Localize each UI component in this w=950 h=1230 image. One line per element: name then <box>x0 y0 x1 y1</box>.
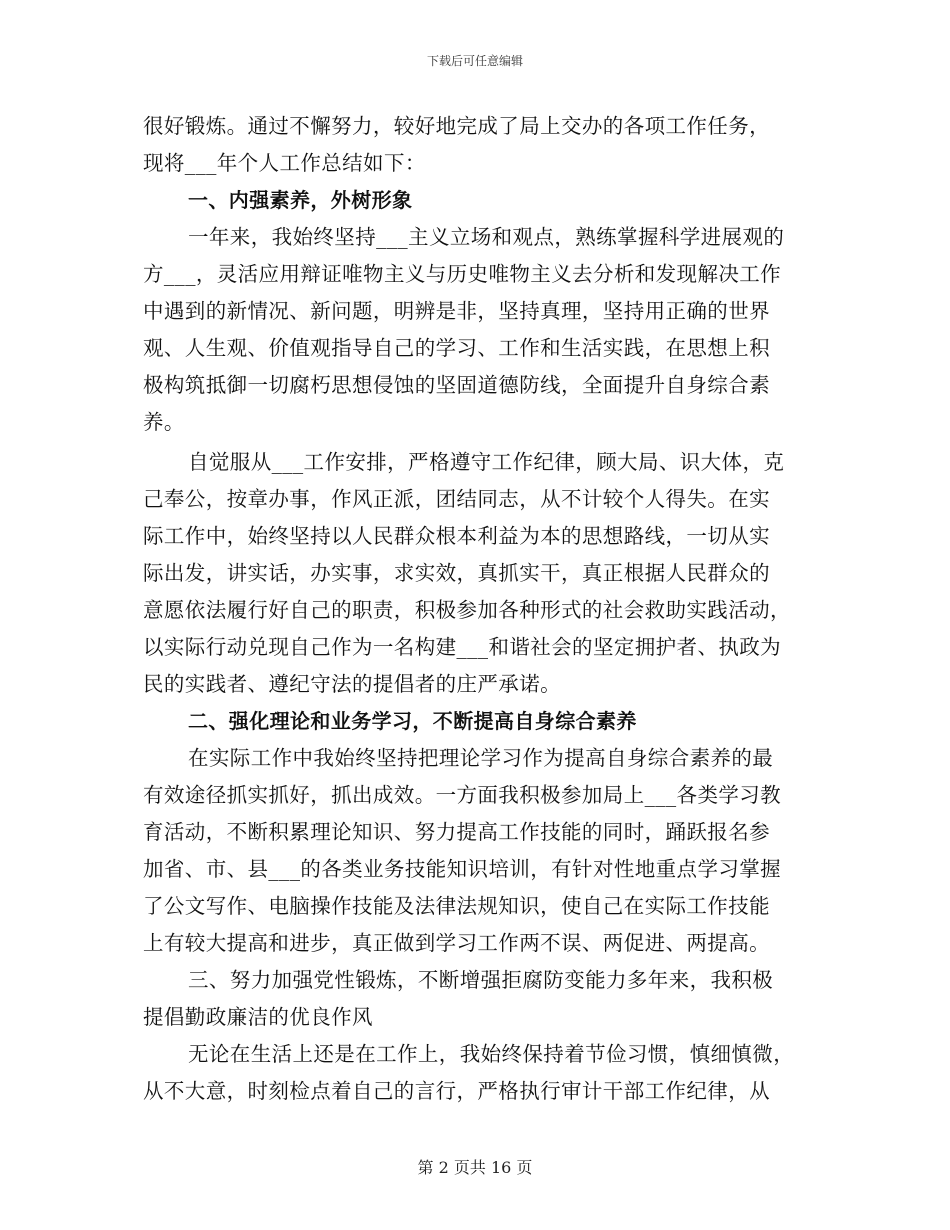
text-line: 上有较大提高和进步，真正做到学习工作两不误、两促进、两提高。 <box>143 931 770 955</box>
text-line: 以实际行动兑现自己作为一名构建___和谐社会的坚定拥护者、执政为 <box>143 635 782 659</box>
text-line: 育活动，不断积累理论知识、努力提高工作技能的同时，踊跃报名参 <box>143 820 770 844</box>
text-line: 极构筑抵御一切腐朽思想侵蚀的坚固道德防线，全面提升自身综合素 <box>143 373 770 397</box>
text-line: 际工作中，始终坚持以人民群众根本利益为本的思想路线，一切从实 <box>143 524 770 548</box>
text-line: 有效途径抓实抓好，抓出成效。一方面我积极参加局上___各类学习教 <box>143 783 782 807</box>
text-line: 了公文写作、电脑操作技能及法律法规知识，使自己在实际工作技能 <box>143 894 770 918</box>
text-line: 提倡勤政廉洁的优良作风 <box>143 1005 373 1029</box>
text-line: 意愿依法履行好自己的职责，积极参加各种形式的社会救助实践活动， <box>143 598 791 622</box>
section-heading-1: 一、内强素养，外树形象 <box>188 188 413 212</box>
text-line: 民的实践者、遵纪守法的提倡者的庄严承诺。 <box>143 672 561 696</box>
text-line: 一年来，我始终坚持___主义立场和观点，熟练掌握科学进展观的 <box>188 225 785 249</box>
text-line: 很好锻炼。通过不懈努力，较好地完成了局上交办的各项工作任务， <box>143 114 770 138</box>
text-line: 际出发，讲实话，办实事，求实效，真抓实干，真正根据人民群众的 <box>143 561 770 585</box>
section-heading-3: 三、努力加强党性锻炼，不断增强拒腐防变能力多年来，我积极 <box>188 968 774 992</box>
page-header: 下载后可任意编辑 <box>426 54 523 68</box>
page-footer: 第 2 页共 16 页 <box>417 1158 533 1177</box>
text-line: 自觉服从___工作安排，严格遵守工作纪律，顾大局、识大体，克 <box>188 450 785 474</box>
text-line: 己奉公，按章办事，作风正派，团结同志，从不计较个人得失。在实 <box>143 487 770 511</box>
text-line: 加省、市、县___的各类业务技能知识培训，有针对性地重点学习掌握 <box>143 857 782 881</box>
text-line: 从不大意，时刻检点着自己的言行，严格执行审计干部工作纪律，从 <box>143 1079 770 1103</box>
text-line: 方___，灵活应用辩证唯物主义与历史唯物主义去分析和发现解决工作 <box>143 262 782 286</box>
text-line: 在实际工作中我始终坚持把理论学习作为提高自身综合素养的最 <box>188 746 774 770</box>
text-line: 无论在生活上还是在工作上，我始终保持着节俭习惯，慎细慎微， <box>188 1042 795 1066</box>
section-heading-2: 二、强化理论和业务学习，不断提高自身综合素养 <box>188 709 637 733</box>
text-line: 观、人生观、价值观指导自己的学习、工作和生活实践，在思想上积 <box>143 336 770 360</box>
text-line: 中遇到的新情况、新问题，明辨是非，坚持真理，坚持用正确的世界 <box>143 299 770 323</box>
text-line: 养。 <box>143 410 185 434</box>
text-line: 现将___年个人工作总结如下： <box>143 151 426 175</box>
